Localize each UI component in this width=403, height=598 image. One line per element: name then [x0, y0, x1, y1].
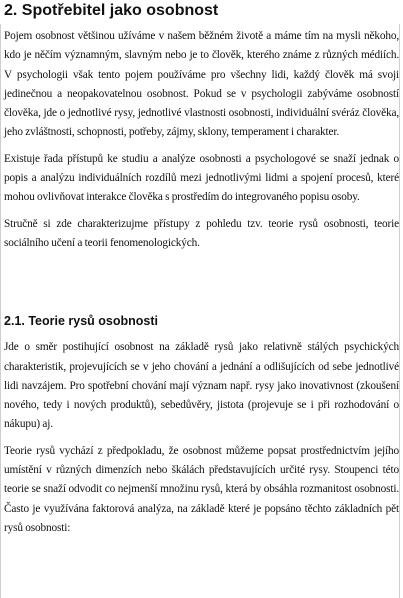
document-body — [4, 0, 399, 538]
chapter-heading: 2. Spotřebitel jako osobnost — [4, 2, 219, 19]
paragraph-personality-definition: Pojem osobnost většinou užíváme v našem běžném životě a máme tím na mysli někoho, kdo je něčím významným, slavným nebo je to člověk, kterého známe z různých médiích. V psychologii však tento pojem používáme pro všechny lidi, každý člověk má svoji jedinečnou a neopakovatelnou osobnost. Pokud se v psychologii zabýváme osobností člověka, jde o jednotlivé rysy, jednotlivé vlastnosti osobnosti, individuální svéráz člověka, jeho zvláštnosti, schopnosti, potřeby, zájmy, sklony, temperament i charakter. — [4, 30, 399, 139]
section-heading: 2.1. Teorie rysů osobnosti — [4, 314, 158, 329]
paragraph-trait-direction: Jde o směr postihující osobnost na základě rysů jako relativně stálých psychických charakteristik, projevujících se v jeho chování a jednání a odlišujících od sebe jednotlivé lidi navzájem. Pro spotřební chování mají význam např. rysy jako inovativnost (zkoušení nového, tedy i nových produktů), sebedůvěry, jistota (projevuje se i při rozhodování o nákupu) aj. — [4, 341, 399, 431]
paragraph-trait-theory: Teorie rysů vychází z předpokladu, že osobnost můžeme popsat prostřednictvím jejího umístění v různých dimenzích nebo škálách představujících určité rysy. Stoupenci této teorie se snaží odvodit co nejmenší množinu rysů, která by obsáhla rozmanitost osobnosti. Často je využívána faktorová analýza, na základě které je popsáno těchto základních pět rysů osobnosti: — [4, 444, 399, 534]
paragraph-summary: Stručně si zde charakterizujme přístupy z pohledu tzv. teorie rysů osobnosti, teorie sociálního učení a teorii fenomenologických. — [4, 217, 399, 249]
paragraph-approaches: Existuje řada přístupů ke studiu a analýze osobnosti a psychologové se snaží jednak o popis a analýzu individuálních rozdílů mezi jednotlivými lidmi a spojení procesů, které mohou ovlivňovat interakce člověka s prostředím do integrovaného popisu osoby. — [4, 152, 399, 204]
